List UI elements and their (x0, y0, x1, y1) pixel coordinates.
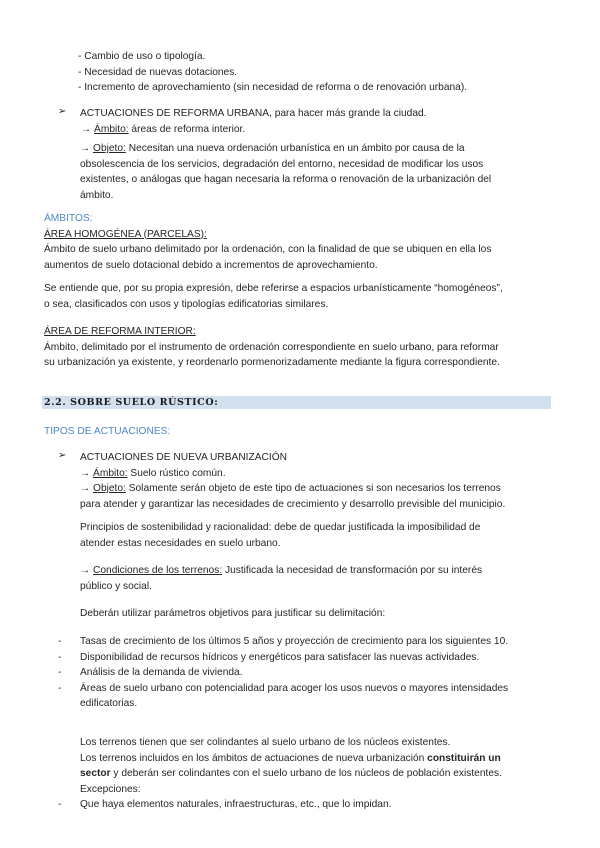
paragraph-line: Los terrenos tienen que ser colindantes al suelo urbano de los núcleos existentes. (80, 737, 451, 748)
homogenea-paragraph-2 (44, 281, 503, 312)
reforma-urbana-block (58, 106, 427, 137)
objeto-text: obsolescencia de los servicios, degradación del entorno, necesidad de modificar los usos (80, 158, 484, 170)
list-item: - Incremento de aprovechamiento (sin necesidad de reforma o de renovación urbana). (78, 82, 468, 93)
list-item: - Análisis de la demanda de vivienda. (80, 665, 508, 681)
deberan-block (80, 606, 385, 622)
ambito-label: Ámbito: (93, 467, 128, 479)
ambito-text: Suelo rústico común. (127, 467, 226, 479)
criteria-list (58, 634, 509, 712)
tipos-title: TIPOS DE ACTUACIONES: (44, 426, 171, 437)
paragraph-line: atender estas necesidades en suelo urbano. (80, 537, 281, 549)
arrow-bullet-icon: ➢ (58, 450, 67, 461)
dash-bullet: - (58, 636, 62, 647)
objeto-label: Objeto: (93, 143, 126, 154)
reforma-heading-rest: , para hacer más grande la ciudad. (269, 108, 427, 119)
nueva-urbanizacion-block (58, 450, 506, 512)
paragraph-line: Los terrenos incluidos en los ámbitos de actuaciones de nueva urbanización (80, 752, 428, 764)
paragraph-line: Ámbito, delimitado por el instrumento de ordenación correspondiente en suelo urbano, para reformar (44, 341, 499, 353)
list-item: - Que haya elementos naturales, infraestructuras, etc., que lo impidan. (80, 797, 502, 813)
section-title: 2.2. SOBRE SUELO RÚSTICO: (44, 397, 219, 408)
list-item: - Necesidad de nuevas dotaciones. (78, 66, 238, 78)
paragraph-line: su urbanización ya existente, y reordenarlo pormenorizadamente mediante la figura correspondiente. (44, 357, 500, 368)
dash-bullet: - (58, 799, 62, 810)
ambitos-section (44, 211, 491, 273)
paragraph-line: aumentos de suelo dotacional debido a incrementos de aprovechamiento. (44, 259, 378, 271)
principios-block (80, 520, 480, 551)
objeto-prefix: → (80, 483, 94, 494)
ambito-prefix: → (81, 123, 95, 135)
condiciones-label: Condiciones de los terrenos: (93, 565, 223, 576)
dash-bullet: - (58, 667, 62, 678)
ambito-label: Ámbito: (94, 123, 129, 135)
dash-bullet: - (58, 682, 62, 694)
tipos-title-block (44, 424, 170, 440)
colindantes-block (58, 735, 502, 813)
bold-text: constituirán un (427, 752, 501, 764)
objeto-text: Solamente serán objeto de este tipo de actuaciones si son necesarios los terrenos (125, 483, 501, 494)
excepciones-label: Excepciones: (80, 783, 141, 795)
list-item: - Áreas de suelo urbano con potencialidad para acoger los usos nuevos o mayores intensidades (80, 681, 508, 697)
list-item: - Cambio de uso o tipología. (78, 51, 206, 62)
paragraph-line: o sea, clasificados con usos y tipologías edificatorias similares. (44, 298, 329, 310)
objeto-text: ámbito. (80, 189, 114, 201)
objeto-prefix: → (80, 143, 94, 154)
reforma-heading: ACTUACIONES DE REFORMA URBANA (80, 108, 270, 119)
paragraph-line: Ámbito de suelo urbano delimitado por la ordenación, con la finalidad de que se ubiquen en ella los (44, 244, 492, 255)
ambitos-title: ÁMBITOS: (44, 213, 93, 224)
dash-bullet: - (58, 651, 62, 663)
paragraph-line: y deberán ser colindantes con el suelo urbano de los núcleos de población existentes. (110, 768, 502, 779)
condiciones-prefix: → (80, 565, 94, 576)
reforma-interior-heading: ÁREA DE REFORMA INTERIOR: (44, 326, 196, 337)
paragraph-line: Se entiende que, por su propia expresión, debe referirse a espacios urbanísticamente “homogéneos”, (44, 283, 503, 294)
condiciones-block (80, 563, 482, 594)
condiciones-text: Justificada la necesidad de transformación por su interés (222, 565, 483, 576)
condiciones-text: público y social. (80, 580, 152, 592)
objeto-label: Objeto: (93, 483, 126, 494)
paragraph-line: Deberán utilizar parámetros objetivos para justificar su delimitación: (80, 608, 386, 619)
top-list (78, 49, 467, 96)
list-item: - Tasas de crecimiento de los últimos 5 años y proyección de crecimiento para los siguientes 10. (80, 634, 508, 650)
arrow-bullet-icon: ➢ (58, 106, 67, 117)
ambito-text: áreas de reforma interior. (128, 123, 246, 135)
objeto-text: para atender y garantizar las necesidades de crecimiento y desarrollo previsible del municipio. (80, 498, 506, 510)
homogenea-heading: ÁREA HOMOGÉNEA (PARCELAS): (44, 228, 207, 240)
reforma-interior-block (44, 324, 500, 371)
bold-text: sector (80, 768, 111, 779)
ambito-prefix: → (80, 467, 94, 479)
paragraph-line: Principios de sostenibilidad y racionalidad: debe de quedar justificada la imposibilidad de (80, 522, 481, 533)
list-item-continuation: edificatorias. (80, 698, 138, 709)
reforma-objeto-block (80, 141, 491, 203)
list-item: - Disponibilidad de recursos hídricos y energéticos para satisfacer las nuevas actividades. (80, 650, 508, 666)
objeto-text: existentes, o análogas que hagan necesaria la reforma o renovación de la urbanización del (80, 174, 492, 185)
nueva-heading: ACTUACIONES DE NUEVA URBANIZACIÓN (80, 452, 287, 463)
objeto-text: Necesitan una nueva ordenación urbanística en un ámbito por causa de la (125, 143, 465, 154)
